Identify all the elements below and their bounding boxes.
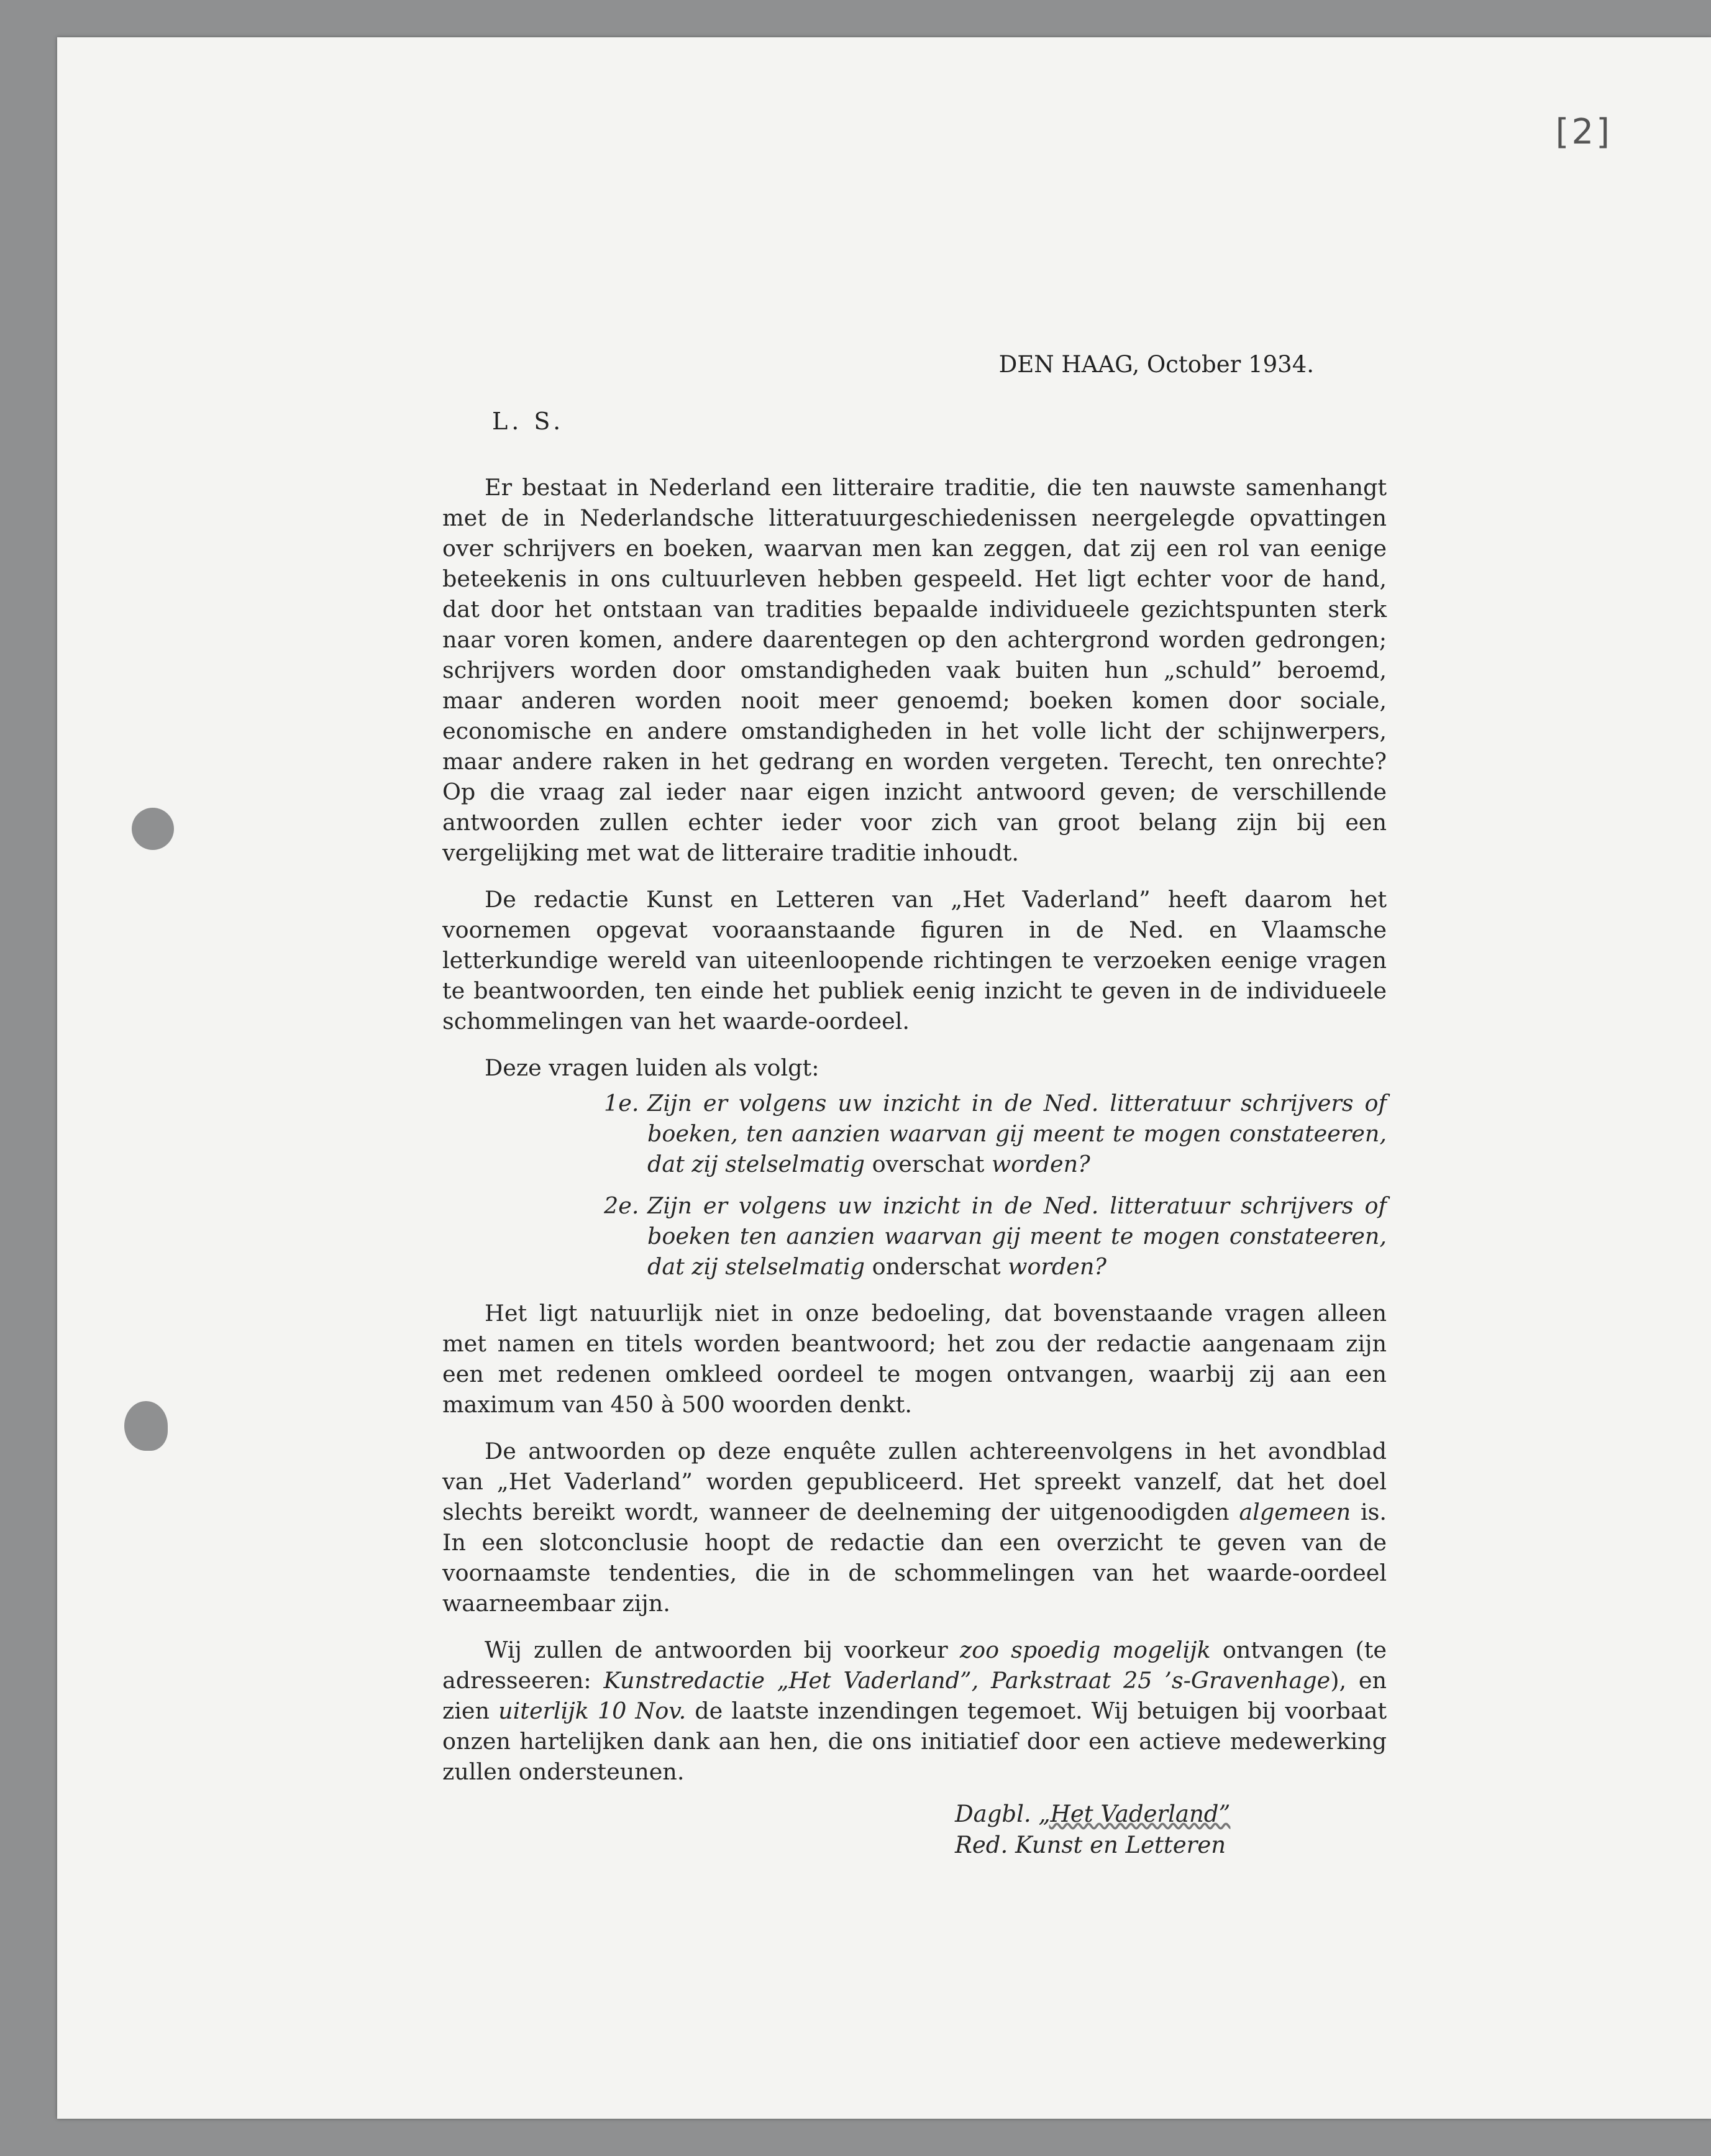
deadline: uiterlijk 10 Nov. [498,1697,687,1724]
paragraph-1: Er bestaat in Nederland een litteraire traditie, die ten nauwste samenhangt met de in Nederlandsche litteratuurgeschiedenissen neergelegde opvattingen over schrijvers en boeken, waarvan men kan zeggen, dat zij een rol van eenige beteekenis in ons cultuurleven hebben gespeeld. Het ligt echter voor de hand, dat door het ontstaan van tradities bepaalde individueele gezichtspunten sterk naar voren komen, andere daarentegen op den achtergrond worden gedrongen; schrijvers worden door omstandigheden vaak buiten hun „schuld” beroemd, maar anderen worden nooit meer genoemd; boeken komen door sociale, economische en andere omstandigheden in het volle licht der schijnwerpers, maar andere raken in het gedrang en worden vergeten. Terecht, ten onrechte? Op die vraag zal ieder naar eigen inzicht antwoord geven; de verschillende antwoorden zullen echter ieder voor zich van groot belang zijn bij een vergelijking met wat de litteraire traditie inhoudt. [442,474,1387,866]
paragraph-6-text: Wij zullen de antwoorden bij voorkeur [485,1637,948,1663]
emphasis: algemeen [1239,1499,1351,1525]
punch-hole [124,1401,168,1451]
address: Kunstredactie „Het Vaderland”, Parkstraat 25 ’s-Gravenhage [603,1667,1331,1694]
paragraph-6-text: de laatste inzendingen tegemoet. Wij betuigen bij voorbaat onzen hartelijken dank aan hen, die ons initiatief door een actieve medewerking zullen ondersteunen. [442,1697,1387,1785]
signature-prefix: Dagbl. [955,1801,1031,1827]
question-2 [442,1190,1387,1282]
document-page [57,37,1711,2119]
paragraph-5-text: De antwoorden op deze enquête zullen achtereenvolgens in het avondblad van „Het Vaderland” worden gepubliceerd. Het spreekt vanzelf, dat het doel slechts bereikt wordt, wanneer de deelneming der uitgenoodigden [442,1438,1387,1525]
question-text-part: Zijn er volgens uw inzicht in de Ned. litteratuur schrijvers of boeken ten aanzien waarvan gij meent te mogen constateeren, dat zij stelselmatig [647,1192,1387,1280]
question-text [647,1088,1387,1179]
signature-block [955,1799,1230,1861]
punch-hole [132,808,174,850]
question-keyword: overschat [872,1151,985,1177]
question-keyword: onderschat [872,1253,1001,1280]
question-text-end: worden? [1008,1253,1106,1280]
paragraph-6 [442,1635,1387,1787]
archive-page-number: [2] [1555,112,1612,152]
paragraph-5 [442,1436,1387,1619]
paragraph-5-text: is. In een slotconclusie hoopt de redactie dan een overzicht te geven van de voornaamste tendenties, die in de schommelingen van het waarde-oordeel waarneembaar zijn. [442,1499,1387,1617]
newspaper-name: „Het Vaderland” [1038,1801,1231,1827]
paragraph-6-text: ), en zien [442,1667,1387,1724]
question-number: 2e. [604,1192,639,1219]
dateline: DEN HAAG, October 1934. [998,351,1314,378]
emphasis: zoo spoedig mogelijk [959,1637,1211,1663]
paragraph-4: Het ligt natuurlijk niet in onze bedoeling, dat bovenstaande vragen alleen met namen en titels worden beantwoord; het zou der redactie aangenaam zijn een met redenen omkleed oordeel te mogen ontvangen, waarbij zij aan een maximum van 450 à 500 woorden denkt. [442,1300,1387,1418]
question-1 [442,1088,1387,1179]
letter-body [442,472,1387,1803]
paragraph-6-text: ontvangen (te adresseeren: [442,1637,1387,1694]
question-text-end: worden? [991,1151,1090,1177]
paragraph-2: De redactie Kunst en Letteren van „Het Vaderland” heeft daarom het voornemen opgevat vooraanstaande figuren in de Ned. en Vlaamsche letterkundige wereld van uiteenloopende richtingen te verzoeken eenige vragen te beantwoorden, ten einde het publiek eenig inzicht te geven in de individueele schommelingen van het waarde-oordeel. [442,886,1387,1035]
question-number: 1e. [604,1090,639,1117]
signature-line-1 [955,1799,1230,1830]
questions-intro: Deze vragen luiden als volgt: [485,1054,819,1081]
signature-line-2: Red. Kunst en Letteren [955,1832,1226,1858]
question-text [647,1190,1387,1282]
question-text-part: Zijn er volgens uw inzicht in de Ned. litteratuur schrijvers of boeken, ten aanzien waarvan gij meent te mogen constateeren, dat zij stelselmatig [647,1090,1387,1177]
salutation: L. S. [492,408,565,435]
